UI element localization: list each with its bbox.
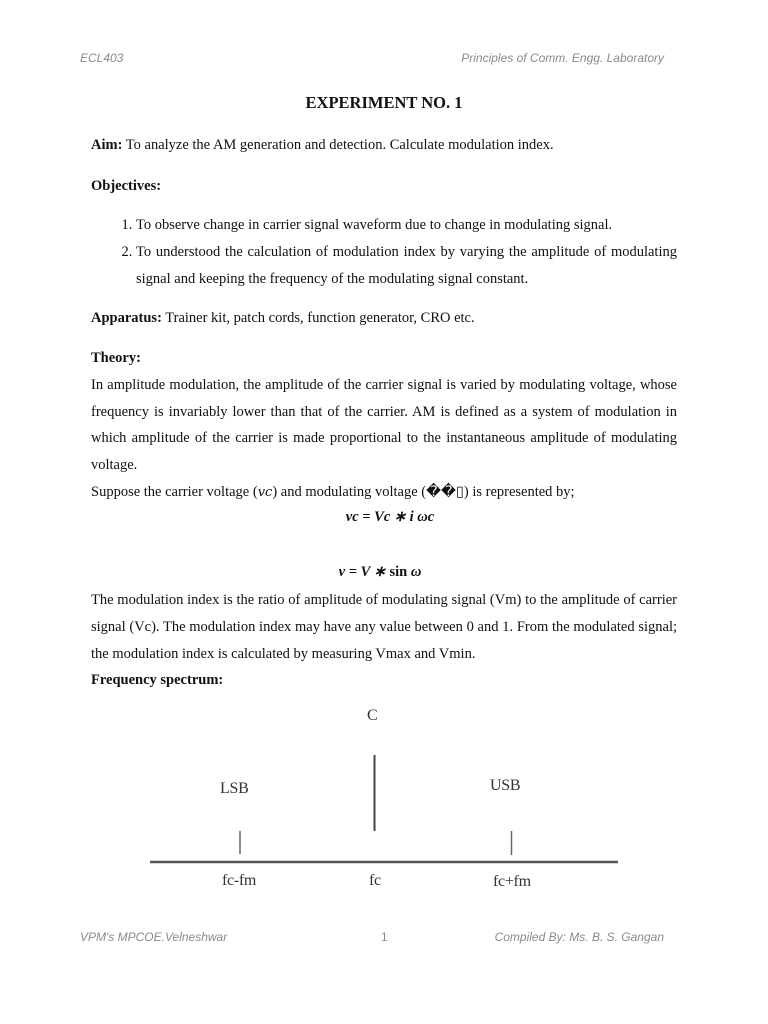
lsb-label: LSB [220,780,249,797]
objective-item-2: 2. To understood the calculation of modulation index by varying the amplitude of modulating signal and keeping the frequency of the modulating signal constant. [136,239,677,293]
institute-name: VPM's MPCOE.Velneshwar [80,930,228,944]
course-name: Principles of Comm. Engg. Laboratory [461,51,664,65]
theory-label: Theory: [91,350,141,366]
carrier-label: C [367,707,378,724]
theory-paragraph-1: In amplitude modulation, the amplitude of the carrier signal is varied by modulating voltage, whose frequency is invariably lower than that of the carrier. AM is defined as a system of modulation in which amplitude of the carrier is made proportional to the instantaneous amplitude of modulating voltage. [91,376,677,474]
usb-label: USB [490,777,521,794]
page-title: EXPERIMENT NO. 1 [305,93,463,112]
aim-text: To analyze the AM generation and detection. Calculate modulation index. [122,137,554,153]
apparatus-section [91,305,677,332]
compiled-by: Compiled By: Ms. B. S. Gangan [494,930,664,944]
carrier-voltage-symbol: vc [257,484,273,500]
spectrum-svg [140,700,630,900]
modulating-voltage-symbol: ��▯ [426,483,464,500]
page-number: 1 [381,930,388,944]
theory-section [91,345,677,507]
modulating-equation: v = V ∗ sin ω [338,564,422,580]
aim-section [91,132,677,159]
carrier-equation: vc = Vc ∗ i ωc [345,509,435,525]
upper-frequency-label: fc+fm [493,873,531,890]
apparatus-label: Apparatus: [91,310,162,326]
objective-item-1: 1. To observe change in carrier signal waveform due to change in modulating signal. [136,212,677,239]
carrier-frequency-label: fc [369,872,381,889]
objectives-section [91,173,677,200]
theory-paragraph-2: The modulation index is the ratio of amplitude of modulating signal (Vm) to the amplitude of carrier signal (Vc). The modulation index may have any value between 0 and 1. From the modulated signal; the modulation index is calculated by measuring Vmax and Vmin. [91,592,677,662]
apparatus-text: Trainer kit, patch cords, function generator, CRO etc. [161,310,475,326]
page-header [80,51,664,65]
theory-suppose-line: Suppose the carrier voltage (vc) and modulating voltage (��▯) is represented by; [91,483,575,500]
frequency-spectrum-diagram [140,700,630,900]
aim-label: Aim: [91,137,123,153]
course-code: ECL403 [80,51,124,65]
theory-paragraph-2-block [91,587,677,694]
frequency-spectrum-label: Frequency spectrum: [91,672,224,689]
objectives-label: Objectives: [91,178,162,194]
objectives-list [91,212,677,292]
lower-frequency-label: fc-fm [222,872,257,889]
page-footer [80,930,664,944]
